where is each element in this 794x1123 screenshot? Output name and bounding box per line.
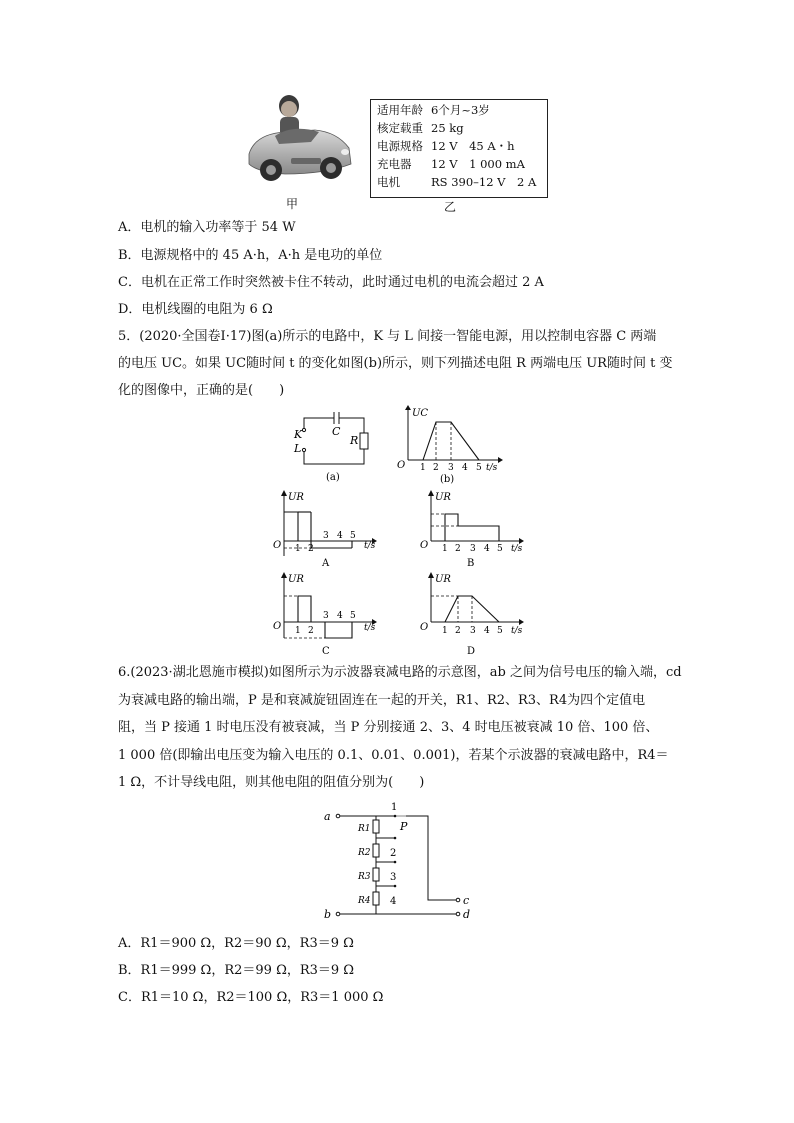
tick-label: 2 — [455, 544, 461, 554]
tick-label: 1 — [420, 463, 426, 473]
origin-label: O — [397, 460, 406, 471]
resistor-label: R3 — [358, 872, 371, 882]
tap-label: 1 — [391, 802, 398, 813]
q5-stem-line1: 5．(2020·全国卷Ⅰ·17)图(a)所示的电路中，K 与 L 间接一智能电源，用以控制电容器 C 两端 — [118, 329, 657, 344]
q4-option-c: C．电机在正常工作时突然被卡住不转动，此时通过电机的电流会超过 2 A — [118, 275, 544, 290]
terminal-c-label: c — [463, 894, 470, 907]
label-K: K — [294, 428, 303, 441]
xlabel: t/s — [511, 544, 523, 554]
terminal-a-label: a — [324, 810, 331, 823]
q6-attenuator-circuit — [318, 800, 478, 926]
tick-label: 1 — [295, 544, 301, 554]
ylabel-ur: UR — [288, 492, 304, 503]
tick-label: 3 — [470, 626, 476, 636]
tick-label: 3 — [448, 463, 454, 473]
tick-label: 4 — [337, 611, 343, 621]
q5-stem-line2: 的电压 UC。如果 UC随时间 t 的变化如图(b)所示，则下列描述电阻 R 两端电压 UR随时间 t 变 — [118, 356, 673, 371]
tick-label: 2 — [308, 544, 314, 554]
terminal-d-label: d — [463, 908, 471, 921]
label-R: R — [350, 434, 359, 447]
q6-stem-line2: 为衰减电路的输出端，P 是和衰减旋钮固连在一起的开关，R1、R2、R3、R4为四个定值电 — [118, 693, 646, 708]
resistor-label: R2 — [358, 848, 371, 858]
spec-table — [373, 101, 540, 191]
spec-table-box — [370, 99, 548, 198]
q5-option-graph-d — [415, 572, 527, 658]
figure-label-jia: 甲 — [286, 197, 299, 211]
table-row: 电机 RS 390–12 V 2 A — [377, 175, 537, 189]
q4-option-a: A．电机的输入功率等于 54 W — [118, 220, 296, 235]
xlabel: t/s — [486, 463, 498, 473]
tap-label: 4 — [390, 896, 397, 907]
q6-stem-line4: 1 000 倍(即输出电压变为输入电压的 0.1、0.01、0.001)，若某个示波器的衰减电路中，R4＝ — [118, 748, 669, 763]
tick-label: 3 — [323, 611, 329, 621]
origin-label: O — [420, 622, 429, 633]
origin-label: O — [273, 540, 282, 551]
tick-label: 1 — [442, 544, 448, 554]
tick-label: 5 — [350, 611, 356, 621]
tick-label: 2 — [308, 626, 314, 636]
tick-label: 5 — [350, 531, 356, 541]
origin-label: O — [420, 540, 429, 551]
tick-label: 3 — [470, 544, 476, 554]
caption-C: C — [322, 646, 330, 657]
q6-option-a: A．R1＝900 Ω，R2＝90 Ω，R3＝9 Ω — [118, 936, 354, 951]
tick-label: 5 — [497, 544, 503, 554]
caption-b: (b) — [440, 474, 455, 485]
ylabel-ur: UR — [288, 574, 304, 585]
origin-label: O — [273, 621, 282, 632]
q5-option-graph-c — [268, 572, 380, 658]
tap-label: 2 — [390, 848, 397, 859]
q5-stem-line3: 化的图像中，正确的是( ) — [118, 383, 285, 398]
label-L: L — [294, 442, 302, 455]
q4-option-d: D．电机线圈的电阻为 6 Ω — [118, 302, 273, 317]
resistor-label: R4 — [358, 896, 371, 906]
switch-p-label: P — [400, 820, 408, 833]
tick-label: 4 — [337, 531, 343, 541]
caption-a: (a) — [326, 472, 340, 483]
caption-B: B — [467, 558, 475, 569]
table-row: 充电器 12 V 1 000 mA — [377, 157, 525, 171]
q6-stem-line5: 1 Ω，不计导线电阻，则其他电阻的阻值分别为( ) — [118, 775, 425, 790]
table-row: 电源规格 12 V 45 A・h — [377, 139, 515, 153]
label-C: C — [332, 425, 341, 438]
ylabel-uc: UC — [412, 408, 429, 419]
tick-label: 4 — [462, 463, 468, 473]
tap-label: 3 — [390, 872, 397, 883]
q5-option-graph-b — [415, 490, 527, 570]
xlabel: t/s — [511, 626, 523, 636]
figure-label-yi: 乙 — [444, 200, 457, 214]
ylabel-ur: UR — [435, 574, 451, 585]
resistor-label: R1 — [358, 824, 371, 834]
table-row: 适用年龄 6个月~3岁 — [377, 103, 490, 117]
xlabel: t/s — [364, 623, 376, 633]
tick-label: 2 — [455, 626, 461, 636]
tick-label: 4 — [484, 544, 490, 554]
q5-option-graph-a — [268, 490, 380, 570]
tick-label: 2 — [433, 463, 439, 473]
tick-label: 5 — [497, 626, 503, 636]
q6-stem-line1: 6.(2023·湖北恩施市模拟)如图所示为示波器衰减电路的示意图，ab 之间为信号电压的输入端，cd — [118, 665, 682, 680]
table-row: 核定载重 25 kg — [377, 121, 464, 135]
q4-option-b: B．电源规格中的 45 A·h，A·h 是电功的单位 — [118, 248, 383, 263]
tick-label: 5 — [476, 463, 482, 473]
caption-D: D — [467, 646, 476, 657]
toy-car-photo — [245, 92, 355, 190]
q6-stem-line3: 阻，当 P 接通 1 时电压没有被衰减，当 P 分别接通 2、3、4 时电压被衰减 10 倍、100 倍、 — [118, 720, 659, 735]
caption-A: A — [322, 558, 330, 569]
tick-label: 4 — [484, 626, 490, 636]
terminal-b-label: b — [324, 908, 332, 921]
tick-label: 1 — [442, 626, 448, 636]
tick-label: 1 — [295, 626, 301, 636]
q5-circuit-a — [290, 408, 380, 486]
q6-option-b: B．R1＝999 Ω，R2＝99 Ω，R3＝9 Ω — [118, 963, 355, 978]
ylabel-ur: UR — [435, 492, 451, 503]
q6-option-c: C．R1＝10 Ω，R2＝100 Ω，R3＝1 000 Ω — [118, 990, 384, 1005]
q5-graph-b — [392, 404, 504, 488]
xlabel: t/s — [364, 541, 376, 551]
tick-label: 3 — [323, 531, 329, 541]
